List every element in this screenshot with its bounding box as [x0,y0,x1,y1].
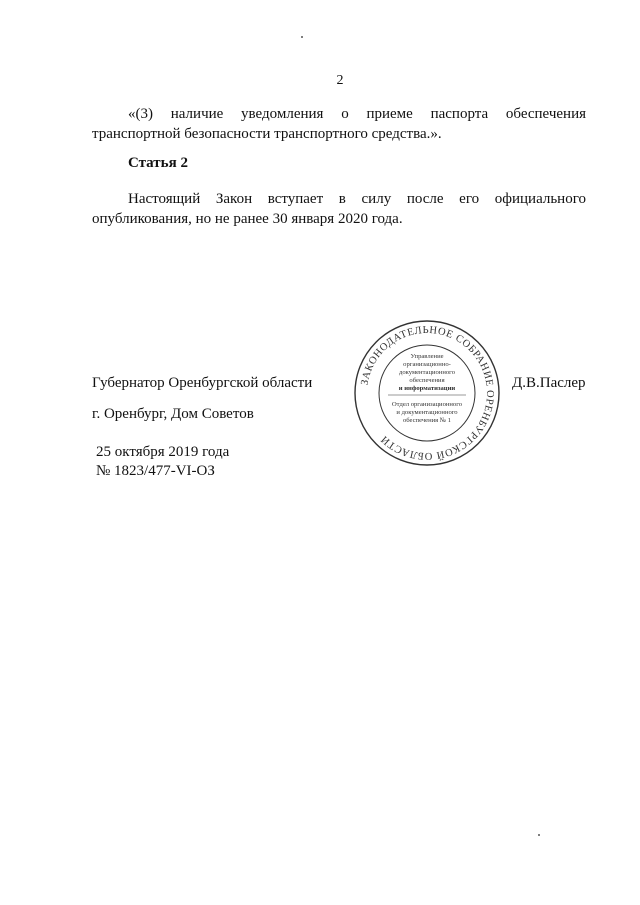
signing-place: г. Оренбург, Дом Советов [92,406,254,422]
scan-speck [301,36,303,38]
stamp-line: обеспечения № 1 [402,417,452,424]
stamp-line: и информатизации [398,385,456,392]
stamp-line: Управление [410,353,444,360]
stamp-line: и документационного [396,409,458,416]
signer-name: Д.В.Паслер [512,375,586,391]
stamp-line: Отдел организационного [391,401,463,408]
law-number: № 1823/477-VI-ОЗ [96,463,215,479]
paragraph-1: «(3) наличие уведомления о приеме паспорта обеспечения транспортной безопасности транспортного средства.». [92,106,586,142]
scan-speck [538,834,540,836]
paragraph-2: Настоящий Закон вступает в силу после его официального опубликования, но не ранее 30 января 2020 года. [92,191,586,227]
page-number: 2 [336,73,344,88]
stamp-line: документационного [398,369,456,376]
article-heading: Статья 2 [128,155,188,171]
signing-date: 25 октября 2019 года [96,444,230,460]
signer-role: Губернатор Оренбургской области [92,375,313,391]
stamp-outer-text: ЗАКОНОДАТЕЛЬНОЕ СОБРАНИЕ ОРЕНБУРГСКОЙ ОБЛАСТИ [359,324,496,462]
official-stamp [352,318,502,468]
stamp-line: организационно- [403,361,451,368]
stamp-line: обеспечения [409,377,445,384]
